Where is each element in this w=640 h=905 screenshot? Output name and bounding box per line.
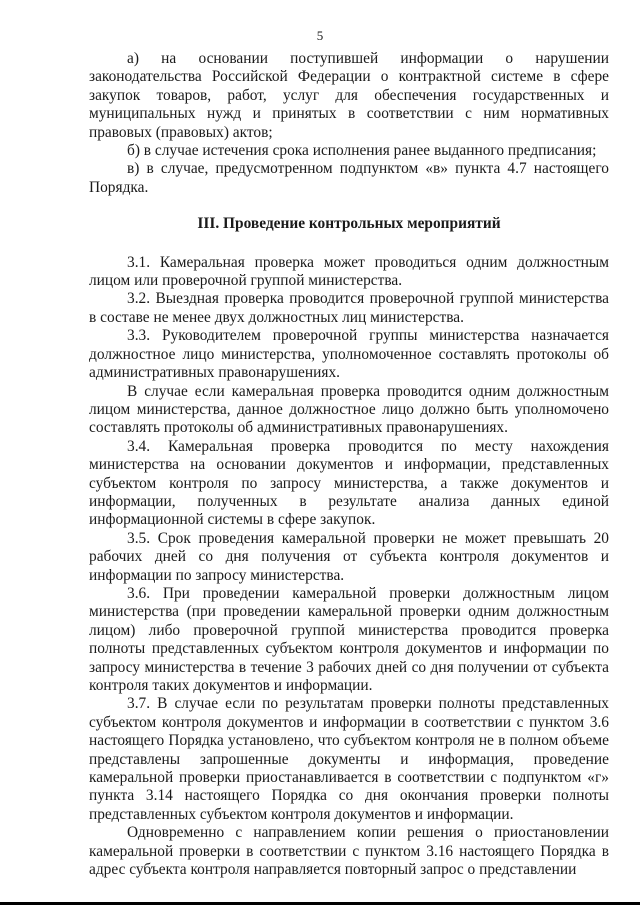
page-number: 5 (316, 28, 324, 43)
paragraph-3-2: 3.2. Выездная проверка проводится проверочной группой министерства в составе не менее двух должностных лиц министерства. (89, 290, 609, 326)
document-body (89, 50, 609, 879)
paragraph-3-7: 3.7. В случае если по результатам проверки полноты представленных субъектом контроля документов и информации в соответствии с пунктом 3.6 настоящего Порядка установлено, что субъектом контроля не в полном объеме представлены запрошенные документы и информация, проведение камеральной проверки приостанавливается в соответствии с подпунктом «г» пункта 3.14 настоящего Порядка со дня окончания проверки полноты представленных субъектом контроля документов и информации. (89, 695, 609, 823)
paragraph-3-6: 3.6. При проведении камеральной проверки должностным лицом министерства (при проведении камеральной проверки одним должностным лицом) либо проверочной группой министерства проводится проверка полноты представленных субъектом контроля документов и информации по запросу министерства в течение 3 рабочих дней со дня получении от субъекта контроля таких документов и информации. (89, 584, 609, 694)
paragraph-3-4: 3.4. Камеральная проверка проводится по месту нахождения министерства на основании документов и информации, представленных субъектом контроля по запросу министерства, а также документов и информации, полученных в результате анализа данных единой информационной системы в сфере закупок. (89, 437, 609, 529)
paragraph-3-3: 3.3. Руководителем проверочной группы министерства назначается должностное лицо министерства, уполномоченное составлять протоколы об административных правонарушениях. (89, 327, 609, 382)
paragraph-3-3-continued: В случае если камеральная проверка проводится одним должностным лицом министерства, данное должностное лицо должно быть уполномочено составлять протоколы об административных правонарушениях. (89, 382, 609, 437)
paragraph-3-5: 3.5. Срок проведения камеральной проверки не может превышать 20 рабочих дней со дня получения от субъекта контроля документов и информации по запросу министерства. (89, 529, 609, 584)
paragraph-3-7-continued: Одновременно с направлением копии решения о приостановлении камеральной проверки в соответствии с пунктом 3.16 настоящего Порядка в адрес субъекта контроля направляется повторный запрос о представлении (89, 824, 609, 879)
paragraph-subitem-a: а) на основании поступившей информации о нарушении законодательства Российской Федерации о контрактной системе в сфере закупок товаров, работ, услуг для обеспечения государственных и муниципальных нужд и принятых в соответствии с ним нормативных правовых (правовых) актов; (89, 50, 609, 141)
paragraph-subitem-v: в) в случае, предусмотренном подпунктом «в» пункта 4.7 настоящего Порядка. (89, 160, 609, 196)
paragraph-3-1: 3.1. Камеральная проверка может проводиться одним должностным лицом или проверочной группой министерства. (89, 253, 609, 290)
section-heading: III. Проведение контрольных мероприятий (197, 215, 501, 233)
paragraph-subitem-b: б) в случае истечения срока исполнения ранее выданного предписания; (127, 142, 597, 160)
